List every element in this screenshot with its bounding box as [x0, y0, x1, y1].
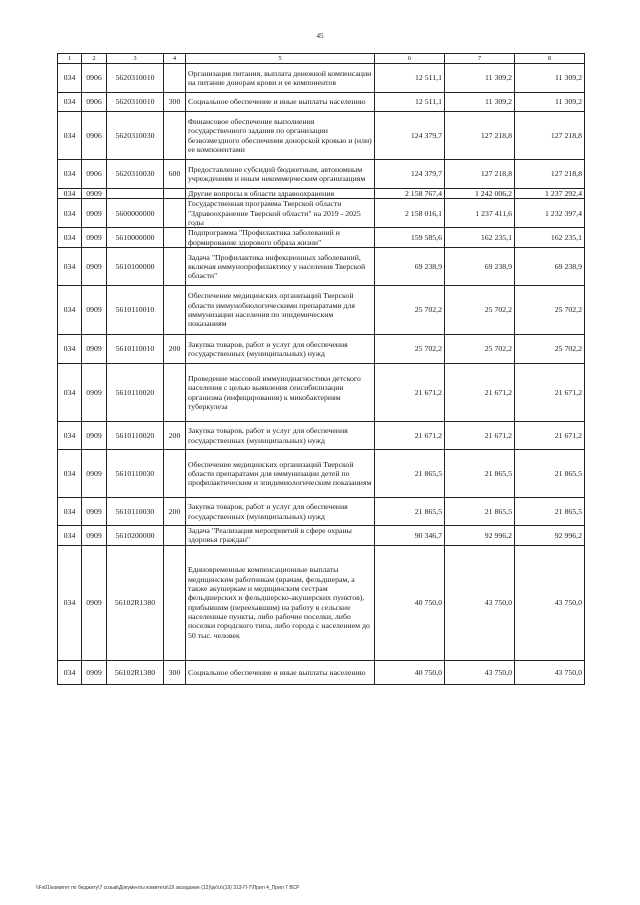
column-number-row: [58, 54, 585, 64]
row-section-cell: 0909: [82, 545, 107, 660]
table-row: [58, 660, 585, 684]
budget-table: [57, 53, 585, 685]
row-code-cell: 034: [58, 93, 82, 112]
table-row: [58, 498, 585, 526]
table-row: [58, 189, 585, 199]
row-target-cell: 5620310030: [107, 112, 164, 160]
row-code-cell: 034: [58, 199, 82, 228]
row-section-cell: 0909: [82, 248, 107, 286]
row-value-cell: 162 235,1: [515, 228, 585, 248]
row-section-cell: 0909: [82, 660, 107, 684]
table-row: [58, 248, 585, 286]
row-target-cell: 5620310010: [107, 64, 164, 93]
row-expense-type-cell: [164, 199, 186, 228]
row-value-cell: 21 671,2: [515, 422, 585, 450]
row-expense-type-cell: [164, 228, 186, 248]
row-expense-type-cell: [164, 248, 186, 286]
table-row: [58, 286, 585, 335]
row-name-cell: Единовременные компенсационные выплаты медицинским работникам (врачам, фельдшерам, а также акушеркам и медицинским сестрам фельдшерских и фельдшерско-акушерских пунктов), прибывшим (переехавшим) на работу в сельские населенные пункты, либо рабочие поселки, либо поселки городского типа, либо города с населением до 50 тыс. человек: [186, 545, 375, 660]
row-name-cell: Государственная программа Тверской области "Здравоохранение Тверской области" на 2019 - 2025 годы: [186, 199, 375, 228]
row-target-cell: [107, 189, 164, 199]
row-target-cell: 5620310010: [107, 93, 164, 112]
row-value-cell: 40 750,0: [375, 660, 445, 684]
table-row: [58, 93, 585, 112]
row-value-cell: 127 218,8: [515, 112, 585, 160]
row-code-cell: 034: [58, 335, 82, 364]
row-name-cell: Другие вопросы в области здравоохранения: [186, 189, 375, 199]
row-expense-type-cell: [164, 545, 186, 660]
row-section-cell: 0909: [82, 526, 107, 546]
row-target-cell: 5620310030: [107, 160, 164, 189]
table-row: [58, 64, 585, 93]
row-code-cell: 034: [58, 364, 82, 422]
row-target-cell: 5610110010: [107, 286, 164, 335]
row-value-cell: 2 158 016,1: [375, 199, 445, 228]
row-value-cell: 11 309,2: [445, 64, 515, 93]
row-expense-type-cell: 300: [164, 93, 186, 112]
row-target-cell: 5610000000: [107, 228, 164, 248]
row-value-cell: 69 238,9: [445, 248, 515, 286]
row-value-cell: 127 218,8: [515, 160, 585, 189]
row-expense-type-cell: 600: [164, 160, 186, 189]
row-value-cell: 1 232 397,4: [515, 199, 585, 228]
row-value-cell: 2 158 767,4: [375, 189, 445, 199]
row-name-cell: Обеспечение медицинских организаций Тверской области иммунобиологическими препаратами для иммунизации населения по эпидемическим показаниям: [186, 286, 375, 335]
row-target-cell: 56102R1380: [107, 660, 164, 684]
row-code-cell: 034: [58, 660, 82, 684]
row-value-cell: 21 865,5: [515, 498, 585, 526]
row-expense-type-cell: [164, 450, 186, 498]
row-name-cell: Закупка товаров, работ и услуг для обеспечения государственных (муниципальных) нужд: [186, 422, 375, 450]
row-section-cell: 0909: [82, 199, 107, 228]
row-name-cell: Задача "Профилактика инфекционных заболеваний, включая иммунопрофилактику у населения Тверской области": [186, 248, 375, 286]
row-value-cell: 159 585,6: [375, 228, 445, 248]
row-code-cell: 034: [58, 450, 82, 498]
row-value-cell: 11 309,2: [515, 64, 585, 93]
table-row: [58, 526, 585, 546]
column-header: 1: [58, 54, 82, 64]
row-value-cell: 1 237 292,4: [515, 189, 585, 199]
column-header: 5: [186, 54, 375, 64]
row-name-cell: Задача "Реализация мероприятий в сфере охраны здоровья граждан": [186, 526, 375, 546]
row-value-cell: 1 242 006,2: [445, 189, 515, 199]
row-target-cell: 5610110020: [107, 364, 164, 422]
footer-file-path: \\Fs01\комитет по бюджету\7 созыв\Документы комитета\19 заседание (12)\рк\\з\(19) 313-П-7\Прил 4_Прил 7 ВСР: [36, 885, 300, 891]
row-value-cell: 21 671,2: [445, 364, 515, 422]
row-target-cell: 5610110030: [107, 450, 164, 498]
row-value-cell: 43 750,0: [515, 545, 585, 660]
row-value-cell: 21 671,2: [375, 364, 445, 422]
row-value-cell: 25 702,2: [445, 286, 515, 335]
table-row: [58, 422, 585, 450]
row-name-cell: Обеспечение медицинских организаций Тверской области препаратами для иммунизации детей по профилактическим и эпидемиологическим показаниям: [186, 450, 375, 498]
row-section-cell: 0909: [82, 498, 107, 526]
table-row: [58, 450, 585, 498]
row-expense-type-cell: 300: [164, 660, 186, 684]
page-number: 45: [316, 32, 324, 40]
row-section-cell: 0906: [82, 64, 107, 93]
row-value-cell: 21 671,2: [445, 422, 515, 450]
row-value-cell: 90 346,7: [375, 526, 445, 546]
row-value-cell: 162 235,1: [445, 228, 515, 248]
row-code-cell: 034: [58, 498, 82, 526]
row-value-cell: 12 511,1: [375, 64, 445, 93]
row-code-cell: 034: [58, 64, 82, 93]
column-header: 7: [445, 54, 515, 64]
row-value-cell: 21 865,5: [445, 498, 515, 526]
row-expense-type-cell: [164, 189, 186, 199]
row-value-cell: 69 238,9: [375, 248, 445, 286]
row-target-cell: 5610200000: [107, 526, 164, 546]
row-name-cell: Финансовое обеспечение выполнения государственного задания по организации безвозмездного обеспечения донорской кровью и (или) ее компонентами: [186, 112, 375, 160]
row-value-cell: 40 750,0: [375, 545, 445, 660]
row-value-cell: 92 996,2: [445, 526, 515, 546]
row-code-cell: 034: [58, 422, 82, 450]
row-code-cell: 034: [58, 112, 82, 160]
table-row: [58, 228, 585, 248]
table-row: [58, 199, 585, 228]
column-header: 6: [375, 54, 445, 64]
row-value-cell: 25 702,2: [375, 286, 445, 335]
table-row: [58, 160, 585, 189]
row-value-cell: 12 511,1: [375, 93, 445, 112]
row-code-cell: 034: [58, 286, 82, 335]
row-value-cell: 21 671,2: [375, 422, 445, 450]
row-name-cell: Закупка товаров, работ и услуг для обеспечения государственных (муниципальных) нужд: [186, 335, 375, 364]
row-value-cell: 43 750,0: [445, 660, 515, 684]
row-section-cell: 0906: [82, 112, 107, 160]
row-section-cell: 0909: [82, 228, 107, 248]
row-expense-type-cell: [164, 364, 186, 422]
row-value-cell: 124 379,7: [375, 160, 445, 189]
row-name-cell: Социальное обеспечение и иные выплаты населению: [186, 93, 375, 112]
row-expense-type-cell: 200: [164, 498, 186, 526]
row-name-cell: Предоставление субсидий бюджетным, автономным учреждениям и иным некоммерческим организациям: [186, 160, 375, 189]
row-name-cell: Закупка товаров, работ и услуг для обеспечения государственных (муниципальных) нужд: [186, 498, 375, 526]
row-section-cell: 0909: [82, 450, 107, 498]
row-code-cell: 034: [58, 545, 82, 660]
row-value-cell: 124 379,7: [375, 112, 445, 160]
row-value-cell: 25 702,2: [515, 335, 585, 364]
table-row: [58, 364, 585, 422]
row-code-cell: 034: [58, 248, 82, 286]
row-target-cell: 5600000000: [107, 199, 164, 228]
row-value-cell: 21 865,5: [375, 450, 445, 498]
row-target-cell: 5610110030: [107, 498, 164, 526]
row-value-cell: 11 309,2: [515, 93, 585, 112]
row-section-cell: 0909: [82, 364, 107, 422]
row-expense-type-cell: 200: [164, 422, 186, 450]
row-value-cell: 43 750,0: [515, 660, 585, 684]
row-value-cell: 1 237 411,6: [445, 199, 515, 228]
row-section-cell: 0906: [82, 93, 107, 112]
row-code-cell: 034: [58, 189, 82, 199]
row-target-cell: 5610110020: [107, 422, 164, 450]
row-value-cell: 127 218,8: [445, 112, 515, 160]
row-expense-type-cell: [164, 64, 186, 93]
row-target-cell: 5610100000: [107, 248, 164, 286]
row-section-cell: 0909: [82, 422, 107, 450]
row-section-cell: 0909: [82, 335, 107, 364]
row-section-cell: 0906: [82, 160, 107, 189]
row-value-cell: 127 218,8: [445, 160, 515, 189]
row-value-cell: 69 238,9: [515, 248, 585, 286]
row-value-cell: 25 702,2: [375, 335, 445, 364]
table-row: [58, 112, 585, 160]
row-name-cell: Социальное обеспечение и иные выплаты населению: [186, 660, 375, 684]
column-header: 2: [82, 54, 107, 64]
row-name-cell: Подпрограмма "Профилактика заболеваний и формирование здорового образа жизни": [186, 228, 375, 248]
row-code-cell: 034: [58, 160, 82, 189]
row-target-cell: 5610110010: [107, 335, 164, 364]
row-expense-type-cell: [164, 112, 186, 160]
row-value-cell: 92 996,2: [515, 526, 585, 546]
row-name-cell: Организация питания, выплата денежной компенсации на питание донорам крови и ее компонентов: [186, 64, 375, 93]
row-value-cell: 21 865,5: [515, 450, 585, 498]
row-value-cell: 21 671,2: [515, 364, 585, 422]
row-target-cell: 56102R1380: [107, 545, 164, 660]
row-value-cell: 25 702,2: [445, 335, 515, 364]
row-section-cell: 0909: [82, 286, 107, 335]
row-value-cell: 21 865,5: [445, 450, 515, 498]
row-value-cell: 21 865,5: [375, 498, 445, 526]
column-header: 4: [164, 54, 186, 64]
row-value-cell: 25 702,2: [515, 286, 585, 335]
row-expense-type-cell: [164, 526, 186, 546]
row-code-cell: 034: [58, 526, 82, 546]
row-code-cell: 034: [58, 228, 82, 248]
row-expense-type-cell: [164, 286, 186, 335]
column-header: 8: [515, 54, 585, 64]
row-value-cell: 11 309,2: [445, 93, 515, 112]
table-row: [58, 545, 585, 660]
table-row: [58, 335, 585, 364]
column-header: 3: [107, 54, 164, 64]
row-name-cell: Проведение массовой иммунодиагностики детского населения с целью выявления сенсибилизации организма (инфицирования) к микобактериям туберкулеза: [186, 364, 375, 422]
row-expense-type-cell: 200: [164, 335, 186, 364]
row-section-cell: 0909: [82, 189, 107, 199]
row-value-cell: 43 750,0: [445, 545, 515, 660]
